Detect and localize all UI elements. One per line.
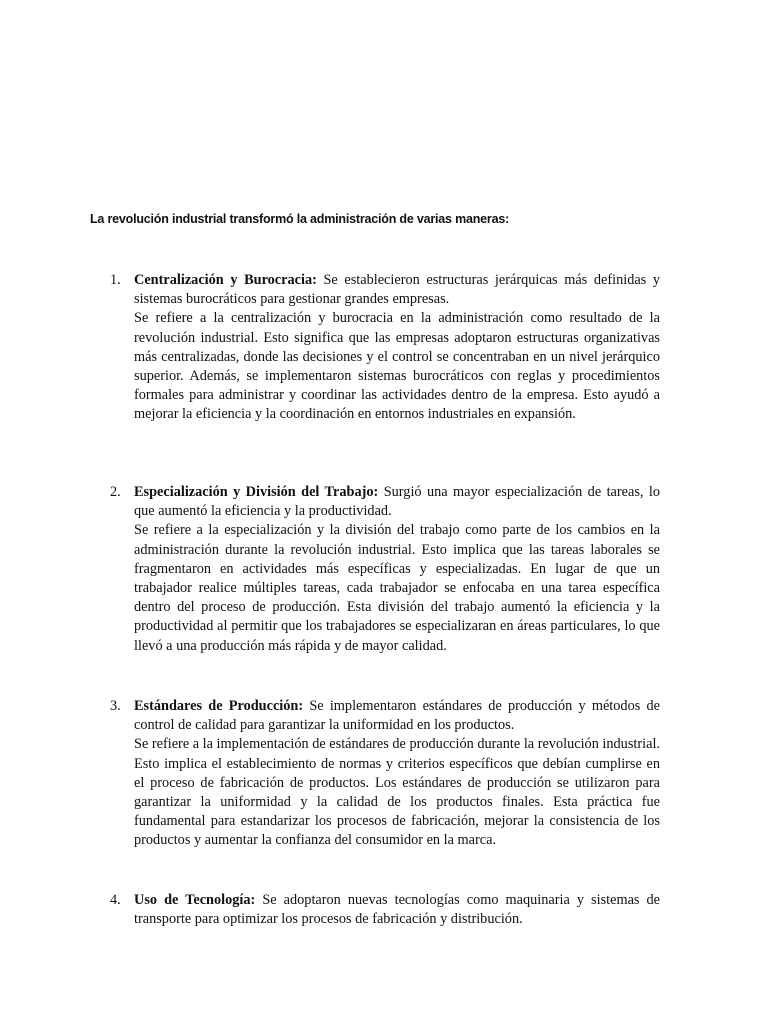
item-summary-paragraph [134, 891, 660, 929]
item-detail: Se refiere a la implementación de estándares de producción durante la revolución industrial. Esto implica el establecimiento de normas y criterios específicos que debían cumplirse en el proceso de fabricación de productos. Los estándares de producción se utilizaron para garantizar la uniformidad y la calidad de los productos finales. Esta práctica fue fundamental para estandarizar los procesos de fabricación, mejorar la consistencia de los productos y aumentar la confianza del consumidor en la marca. [134, 736, 660, 849]
list-item [110, 697, 660, 851]
item-title: Estándares de Producción: [134, 698, 304, 714]
item-detail: Se refiere a la centralización y burocracia en la administración como resultado de la revolución industrial. Esto significa que las empresas adoptaron estructuras organizativas más centralizadas, donde las decisiones y el control se concentraban en un nivel jerárquico superior. Además, se implementaron sistemas burocráticos con reglas y procedimientos formales para administrar y coordinar las actividades dentro de la empresa. Esto ayudó a mejorar la eficiencia y la coordinación en entornos industriales en expansión. [134, 310, 660, 423]
item-number: 2. [110, 484, 121, 500]
item-summary: Se adoptaron nuevas tecnologías como maquinaria y sistemas de transporte para optimizar los procesos de fabricación y distribución. [134, 892, 661, 928]
item-summary-paragraph [134, 271, 660, 309]
list-item [110, 483, 661, 656]
item-title: Especialización y División del Trabajo: [134, 484, 379, 500]
document-heading: La revolución industrial transformó la administración de varias maneras: [90, 212, 510, 226]
item-summary-paragraph [134, 697, 660, 735]
item-summary: Se establecieron estructuras jerárquicas más definidas y sistemas burocráticos para gestionar grandes empresas. [134, 272, 660, 308]
item-number: 3. [110, 698, 121, 714]
item-title: Uso de Tecnología: [134, 892, 256, 908]
item-summary-paragraph [134, 483, 660, 521]
item-summary: Surgió una mayor especialización de tareas, lo que aumentó la eficiencia y la productividad. [134, 484, 661, 520]
item-summary: Se implementaron estándares de producción y métodos de control de calidad para garantizar la uniformidad en los productos. [134, 698, 660, 734]
list-item [110, 891, 661, 929]
item-number: 1. [110, 272, 121, 288]
list-item [110, 271, 660, 425]
item-detail: Se refiere a la especialización y la división del trabajo como parte de los cambios en la administración durante la revolución industrial. Esto implica que las tareas laborales se fragmentaron en actividades más específicas y especializadas. En lugar de que un trabajador realice múltiples tareas, cada trabajador se enfocaba en una tarea específica dentro del proceso de producción. Esta división del trabajo aumentó la eficiencia y la productividad al permitir que los trabajadores se especializaran en áreas particulares, lo que llevó a una producción más rápida y de mayor calidad. [134, 522, 660, 654]
item-number: 4. [110, 892, 121, 908]
item-title: Centralización y Burocracia: [134, 272, 317, 288]
